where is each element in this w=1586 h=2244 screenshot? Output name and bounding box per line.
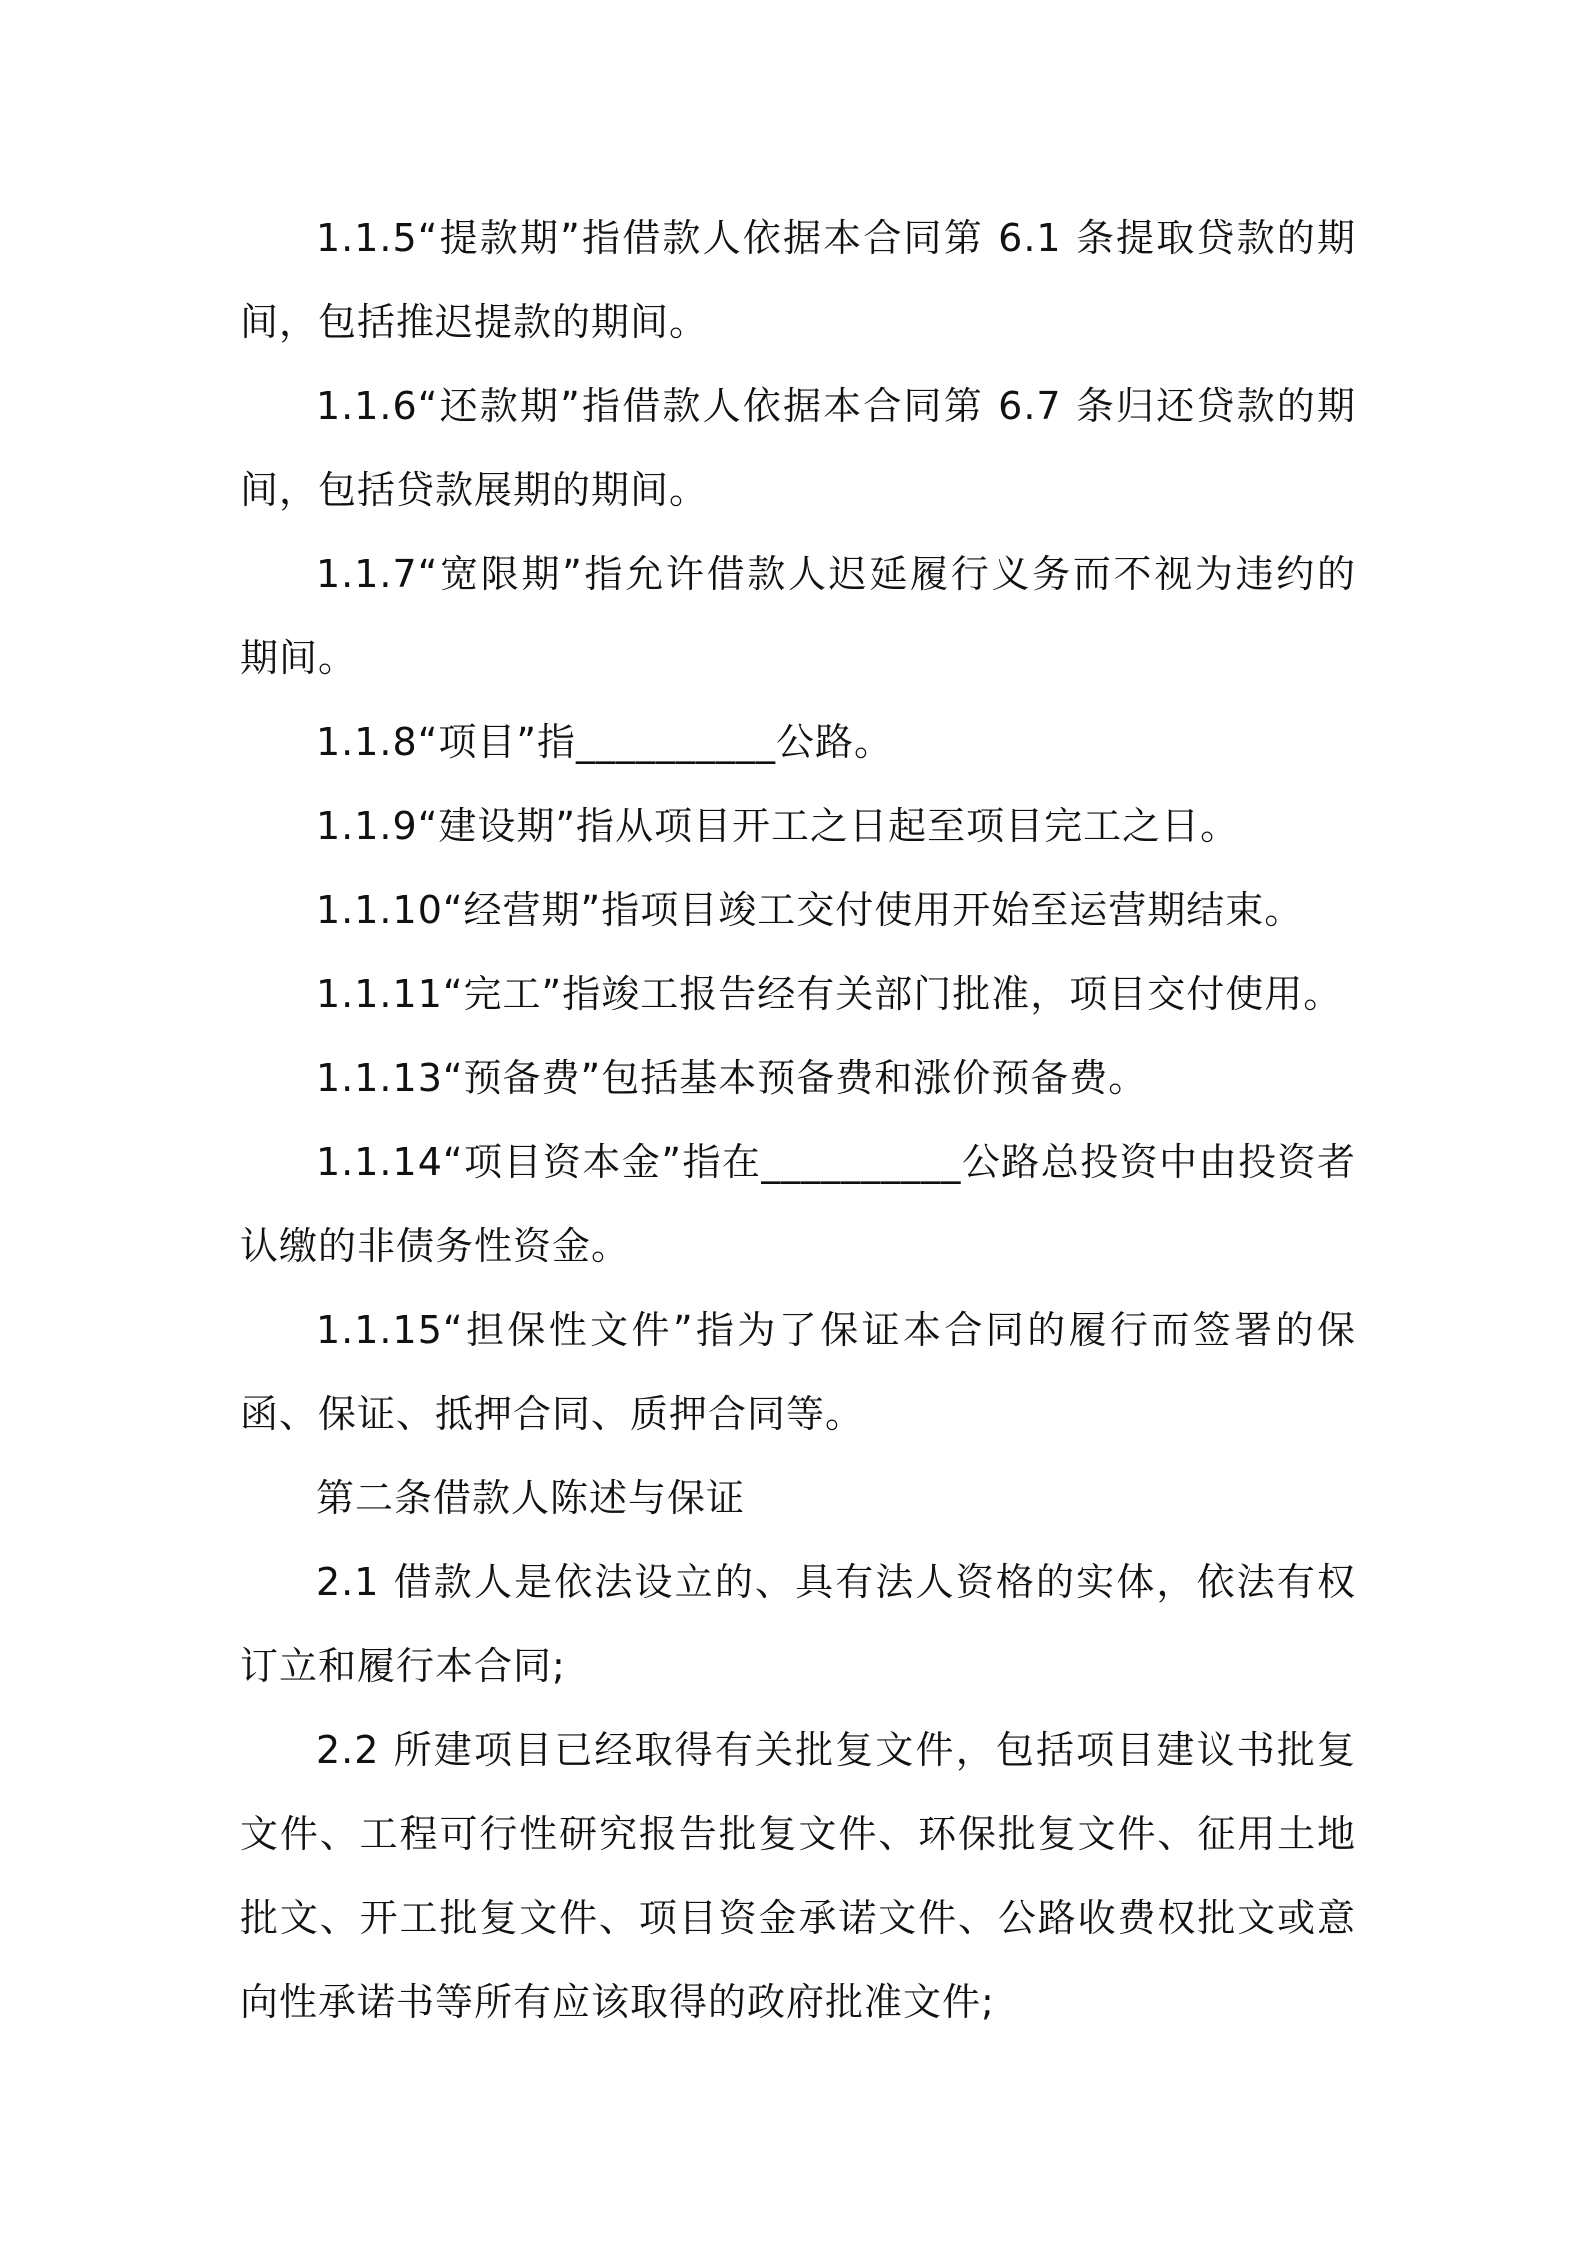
clause-1-1-9: 1.1.9“建设期”指从项目开工之日起至项目完工之日。 <box>316 804 1240 848</box>
clause-2-1: 2.1 借款人是依法设立的、具有法人资格的实体，依法有权订立和履行本合同; <box>240 1560 1356 1688</box>
clause-1-1-14: 1.1.14“项目资本金”指在__________公路总投资中由投资者认缴的非债务性资金。 <box>240 1140 1356 1268</box>
clause-1-1-6: 1.1.6“还款期”指借款人依据本合同第 6.7 条归还贷款的期间，包括贷款展期的期间。 <box>240 384 1356 512</box>
section-heading: 第二条借款人陈述与保证 <box>316 1476 746 1520</box>
clause-2-2: 2.2 所建项目已经取得有关批复文件，包括项目建议书批复文件、工程可行性研究报告批复文件、环保批复文件、征用土地批文、开工批复文件、项目资金承诺文件、公路收费权批文或意向性承诺书等所有应该取得的政府批准文件; <box>240 1728 1356 2024</box>
clause-1-1-5: 1.1.5“提款期”指借款人依据本合同第 6.1 条提取贷款的期间，包括推迟提款的期间。 <box>240 216 1356 344</box>
clause-1-1-11: 1.1.11“完工”指竣工报告经有关部门批准，项目交付使用。 <box>316 972 1343 1016</box>
clause-1-1-7: 1.1.7“宽限期”指允许借款人迟延履行义务而不视为违约的期间。 <box>240 552 1356 680</box>
clause-1-1-13: 1.1.13“预备费”包括基本预备费和涨价预备费。 <box>316 1056 1148 1100</box>
clause-1-1-10: 1.1.10“经营期”指项目竣工交付使用开始至运营期结束。 <box>316 888 1304 932</box>
clause-1-1-15: 1.1.15“担保性文件”指为了保证本合同的履行而签署的保函、保证、抵押合同、质押合同等。 <box>240 1308 1356 1436</box>
document-body <box>240 196 1356 2044</box>
clause-1-1-8: 1.1.8“项目”指__________公路。 <box>316 720 894 764</box>
